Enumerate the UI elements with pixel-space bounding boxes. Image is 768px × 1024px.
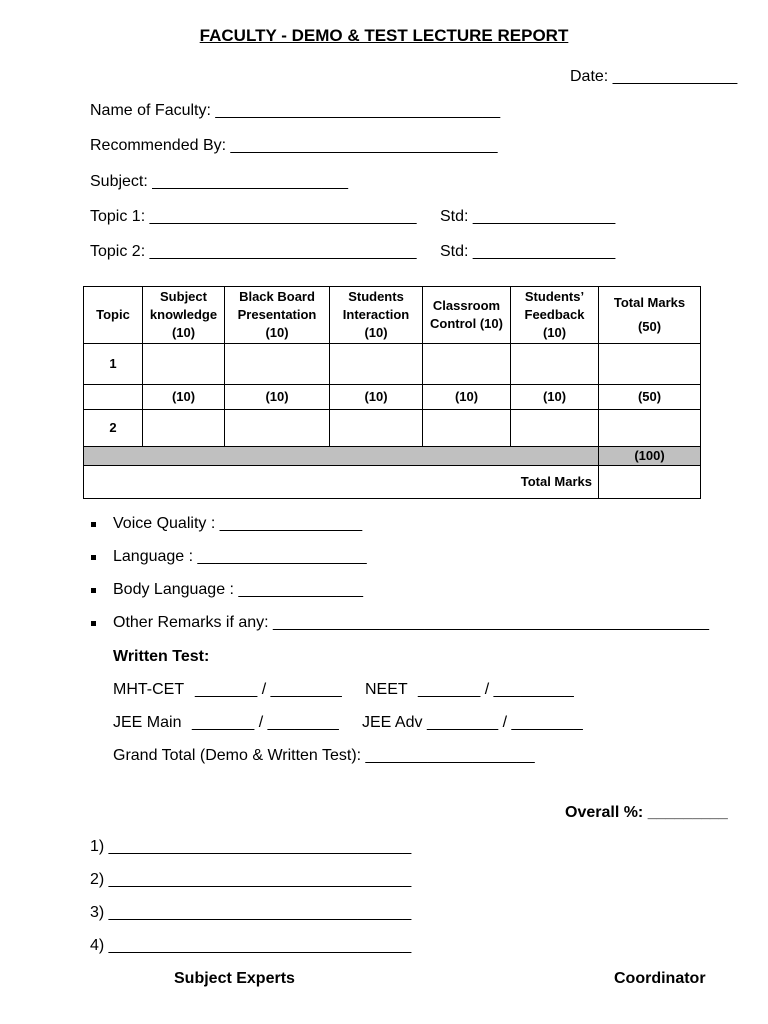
table-row bbox=[84, 385, 701, 410]
topic2-field: Topic 2: ______________________________ bbox=[90, 243, 417, 260]
grand-marks-cell: (100) bbox=[599, 447, 701, 466]
marks-cell: (10) bbox=[143, 385, 225, 410]
row1-cell[interactable] bbox=[330, 344, 423, 385]
grand-total-field: Grand Total (Demo & Written Test): ___________________ bbox=[113, 747, 535, 764]
jee-main-blank: _______ / ________ bbox=[192, 714, 339, 731]
row1-cell[interactable] bbox=[143, 344, 225, 385]
std2-field: Std: ________________ bbox=[440, 243, 616, 260]
bullet-icon bbox=[91, 522, 96, 527]
neet-blank: _______ / _________ bbox=[418, 681, 574, 698]
page-title: FACULTY - DEMO & TEST LECTURE REPORT bbox=[199, 26, 569, 45]
neet-label: NEET bbox=[365, 681, 408, 698]
row2-cell[interactable] bbox=[143, 410, 225, 447]
header-black-board: Black Board Presentation (10) bbox=[225, 287, 330, 344]
mht-cet-blank: _______ / ________ bbox=[195, 681, 342, 698]
jee-adv-label: JEE Adv bbox=[362, 714, 423, 731]
coordinator-label: Coordinator bbox=[614, 970, 706, 987]
row1-cell[interactable] bbox=[599, 344, 701, 385]
header-students-feedback: Students’ Feedback (10) bbox=[511, 287, 599, 344]
table-row bbox=[84, 410, 701, 447]
mht-cet-label: MHT-CET bbox=[113, 681, 185, 698]
topic1-field: Topic 1: ______________________________ bbox=[90, 208, 417, 225]
row2-cell[interactable] bbox=[423, 410, 511, 447]
evaluation-table bbox=[83, 286, 701, 499]
table-row bbox=[84, 344, 701, 385]
other-remarks-field: Other Remarks if any: _________________________________________________ bbox=[113, 614, 710, 631]
table-header-row bbox=[84, 287, 701, 344]
row1-cell[interactable] bbox=[511, 344, 599, 385]
header-total-marks-label: Total Marks bbox=[613, 295, 686, 310]
row1-topic: 1 bbox=[84, 344, 143, 385]
signature-line-4: 4) __________________________________ bbox=[90, 937, 412, 954]
bullet-icon bbox=[91, 621, 96, 626]
written-test-heading: Written Test: bbox=[113, 648, 210, 665]
row1-cell[interactable] bbox=[225, 344, 330, 385]
header-total-marks bbox=[599, 287, 701, 344]
row2-topic: 2 bbox=[84, 410, 143, 447]
marks-cell: (10) bbox=[511, 385, 599, 410]
marks-row-blank bbox=[84, 385, 143, 410]
marks-cell: (10) bbox=[330, 385, 423, 410]
row2-cell[interactable] bbox=[330, 410, 423, 447]
table-row bbox=[84, 466, 701, 499]
recommended-by-field: Recommended By: ______________________________ bbox=[90, 137, 498, 154]
row2-cell[interactable] bbox=[599, 410, 701, 447]
bullet-icon bbox=[91, 588, 96, 593]
marks-cell: (10) bbox=[423, 385, 511, 410]
header-total-marks-sub: (50) bbox=[637, 319, 662, 334]
jee-main-label: JEE Main bbox=[113, 714, 182, 731]
subject-field: Subject: ______________________ bbox=[90, 173, 349, 190]
marks-cell: (50) bbox=[599, 385, 701, 410]
row2-cell[interactable] bbox=[225, 410, 330, 447]
std1-field: Std: ________________ bbox=[440, 208, 616, 225]
overall-percent-field: Overall %: _________ bbox=[565, 804, 728, 821]
name-of-faculty-field: Name of Faculty: ________________________________ bbox=[90, 102, 501, 119]
row1-cell[interactable] bbox=[423, 344, 511, 385]
jee-adv-blank: ________ / ________ bbox=[427, 714, 583, 731]
total-marks-label: Total Marks bbox=[84, 466, 599, 499]
bullet-icon bbox=[91, 555, 96, 560]
signature-line-1: 1) __________________________________ bbox=[90, 838, 412, 855]
signature-line-3: 3) __________________________________ bbox=[90, 904, 412, 921]
row2-cell[interactable] bbox=[511, 410, 599, 447]
date-field: Date: ______________ bbox=[570, 68, 738, 85]
signature-line-2: 2) __________________________________ bbox=[90, 871, 412, 888]
total-marks-cell[interactable] bbox=[599, 466, 701, 499]
grey-band bbox=[84, 447, 599, 466]
header-students-interaction: Students Interaction (10) bbox=[330, 287, 423, 344]
header-subject-knowledge: Subject knowledge (10) bbox=[143, 287, 225, 344]
body-language-field: Body Language : ______________ bbox=[113, 581, 364, 598]
header-topic: Topic bbox=[84, 287, 143, 344]
voice-quality-field: Voice Quality : ________________ bbox=[113, 515, 363, 532]
header-classroom-control: Classroom Control (10) bbox=[423, 287, 511, 344]
table-row bbox=[84, 447, 701, 466]
subject-experts-label: Subject Experts bbox=[174, 970, 295, 987]
marks-cell: (10) bbox=[225, 385, 330, 410]
language-field: Language : ___________________ bbox=[113, 548, 367, 565]
